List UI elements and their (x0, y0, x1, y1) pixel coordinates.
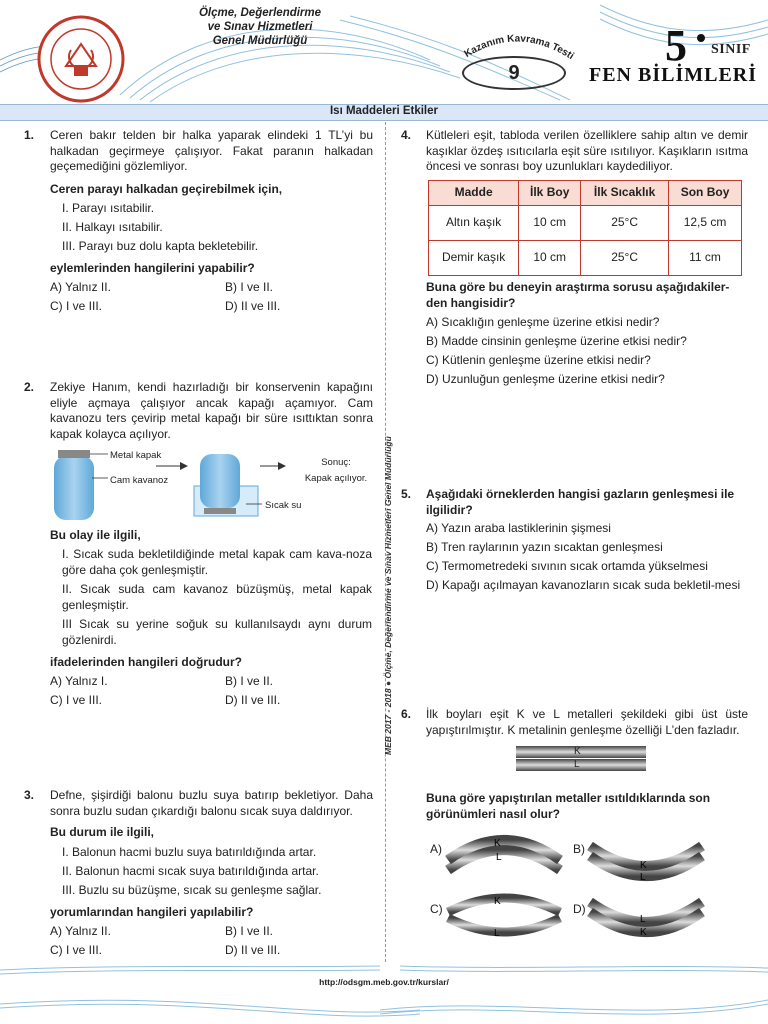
question-prompt: Buna göre bu deneyin araştırma sorusu aşağıdakiler-den hangisidir? (426, 280, 730, 310)
statement-2: II. Halkayı ısıtabilir. (62, 220, 163, 234)
ministry-logo (36, 14, 126, 104)
question-text: Ceren bakır telden bir halka yaparak elindeki 1 TL’yi bu halkadan geçirmeye çalışıyor. Fakat paranın halkadan geçemediğini gözlemliyor. (50, 128, 373, 173)
option-c[interactable]: C) Kütlenin genleşme üzerine etkisi nedir? (426, 353, 651, 367)
question-lead: Ceren parayı halkadan geçirebilmek için, (50, 182, 283, 196)
option-d[interactable]: D) II ve III. (225, 693, 281, 707)
question-number: 3. (24, 788, 35, 802)
table-header: İlk Sıcaklık (581, 181, 669, 206)
option-d[interactable]: D) II ve III. (225, 943, 281, 957)
metal-label: K (494, 838, 501, 849)
option-d[interactable]: D) II ve III. (225, 299, 281, 313)
option-b[interactable]: B) Madde cinsinin genleşme üzerine etkisi nedir? (426, 334, 687, 348)
table-row (429, 241, 742, 276)
org-line-2: ve Sınav Hizmetleri (207, 21, 313, 33)
option-a[interactable]: A) Yazın araba lastiklerinin şişmesi (426, 521, 611, 535)
option-b[interactable]: B) I ve II. (225, 924, 274, 938)
option-c[interactable]: C) I ve III. (50, 943, 103, 957)
option-a-figure[interactable] (444, 830, 564, 876)
side-vertical-text: MEB 2017 - 2018 ● Ölçme, Değerlendirme ve Sınav Hizmetleri Genel Müdürlüğü (383, 436, 393, 755)
label-metal-lid: Metal kapak (110, 450, 162, 461)
table-cell: 25°C (581, 206, 669, 241)
statement-2: II. Balonun hacmi sıcak suya batırıldığında artar. (62, 864, 319, 878)
metal-label: K (640, 860, 647, 871)
table-cell: Demir kaşık (429, 241, 519, 276)
option-b[interactable]: B) I ve II. (225, 280, 274, 294)
question-lead: Bu durum ile ilgili, (50, 825, 155, 839)
option-c-figure[interactable] (444, 890, 564, 940)
option-b-figure[interactable] (586, 840, 706, 886)
option-a[interactable]: A) Yalnız I. (50, 674, 108, 688)
label-glass-jar: Cam kavanoz (110, 475, 169, 486)
question-number: 6. (401, 707, 412, 721)
label-k: K (574, 746, 581, 757)
test-number: 9 (462, 56, 566, 90)
statement-1: I. Sıcak suda bekletildiğinde metal kapak cam kava-noza göre daha çok genleşmiştir. (62, 547, 372, 577)
option-a[interactable]: A) Yalnız II. (50, 280, 111, 294)
option-b[interactable]: B) Tren raylarının yazın sıcaktan genleşmesi (426, 540, 663, 554)
grade-number: 5 (665, 21, 687, 70)
option-d-figure[interactable] (586, 896, 706, 946)
question-text: Kütleleri eşit, tabloda verilen özelliklere sahip altın ve demir kaşıklar özdeş ısıtıcılarla eşit süre ısıtılıyor. Kaşıkların ısıtma öncesi ve sonrası boy uzunlukları kaydediliyor. (426, 128, 748, 173)
option-a-label[interactable]: A) (430, 842, 442, 856)
org-line-3: Genel Müdürlüğü (212, 35, 308, 47)
metal-label: L (494, 928, 500, 939)
question-lead: Bu olay ile ilgili, (50, 528, 141, 542)
svg-text:Kazanım Kavrama Testi: Kazanım Kavrama Testi (462, 33, 576, 63)
option-a[interactable]: A) Sıcaklığın genleşme üzerine etkisi nedir? (426, 315, 660, 329)
grade-dot (697, 34, 705, 42)
question-number: 5. (401, 487, 412, 501)
topic-title: Isı Maddeleri Etkiler (329, 105, 438, 117)
option-c[interactable]: C) I ve III. (50, 693, 103, 707)
question-prompt: eylemlerinden hangilerini yapabilir? (50, 261, 255, 275)
metal-label: L (496, 852, 502, 863)
option-a[interactable]: A) Yalnız II. (50, 924, 111, 938)
statement-3: III Sıcak su yerine soğuk su kullanılsaydı aynı durum gözlenirdi. (62, 617, 372, 647)
footer-decoration (0, 960, 768, 1024)
label-result-text: Kapak açılıyor. (304, 472, 368, 484)
organization-name (175, 6, 345, 48)
table-cell: 12,5 cm (669, 206, 742, 241)
table-cell: 10 cm (519, 206, 581, 241)
subject-title: FEN BİLİMLERİ (589, 64, 758, 86)
question-number: 2. (24, 380, 35, 394)
label-l: L (574, 759, 580, 770)
question-prompt: Buna göre yapıştırılan metaller ısıtıldıklarında son görünümleri nasıl olur? (426, 791, 711, 821)
option-b[interactable]: B) I ve II. (225, 674, 274, 688)
question-prompt: yorumlarından hangileri yapılabilir? (50, 905, 254, 919)
table-cell: 10 cm (519, 241, 581, 276)
option-b-label[interactable]: B) (573, 842, 585, 856)
grade-label: SINIF (711, 42, 751, 57)
metal-label: K (494, 896, 501, 907)
label-hot-water: Sıcak su (265, 500, 302, 511)
statement-1: I. Parayı ısıtabilir. (62, 201, 155, 215)
option-c[interactable]: C) I ve III. (50, 299, 103, 313)
option-c-label[interactable]: C) (430, 902, 443, 916)
table-header: İlk Boy (519, 181, 581, 206)
question-text: İlk boyları eşit K ve L metalleri şekildeki gibi üst üste yapıştırılmıştır. K metalinin genleşme özelliği L’den fazladır. (426, 707, 748, 737)
question-text: Zekiye Hanım, kendi hazırladığı bir konservenin kapağını eliyle açmaya çalışıyor ancak kapağı açamıyor. Cam kavanozu ters çevirip metal kapağı bir süre ısıttıktan sonra kapak kolayca açılıyor. (50, 380, 373, 441)
table-header: Madde (429, 181, 519, 206)
label-result-title: Sonuç: (321, 457, 351, 468)
table-cell: Altın kaşık (429, 206, 519, 241)
data-table (428, 180, 742, 276)
metal-label: K (640, 927, 647, 938)
table-cell: 11 cm (669, 241, 742, 276)
statement-1: I. Balonun hacmi buzlu suya batırıldığında artar. (62, 845, 317, 859)
statement-3: III. Parayı buz dolu kapta bekletebilir. (62, 239, 259, 253)
option-d-label[interactable]: D) (573, 902, 586, 916)
org-line-1: Ölçme, Değerlendirme (198, 7, 322, 19)
label-result (296, 455, 376, 486)
metal-label: L (640, 914, 646, 925)
table-header: Son Boy (669, 181, 742, 206)
option-d[interactable]: D) Uzunluğun genleşme üzerine etkisi nedir? (426, 372, 665, 386)
question-prompt: ifadelerinden hangileri doğrudur? (50, 655, 243, 669)
metal-label: L (640, 872, 646, 883)
bimetal-strip (516, 744, 646, 774)
question-number: 4. (401, 128, 412, 142)
statement-3: III. Buzlu su büzüşme, sıcak su genleşme sağlar. (62, 883, 322, 897)
option-d[interactable]: D) Kapağı açılmayan kavanozların sıcak suda bekletil-mesi (426, 578, 741, 592)
question-text: Defne, şişirdiği balonu buzlu suya batırıp bekletiyor. Daha sonra buzlu sudan çıkardığı balonu sıcak suya daldırıyor. (50, 788, 373, 818)
table-row (429, 206, 742, 241)
question-number: 1. (24, 128, 35, 142)
table-cell: 25°C (581, 241, 669, 276)
question-prompt: Aşağıdaki örneklerden hangisi gazların genleşmesi ile ilgilidir? (426, 487, 735, 517)
statement-2: II. Sıcak suda cam kavanoz büzüşmüş, metal kapak genleşmiştir. (62, 582, 372, 612)
option-c[interactable]: C) Termometredeki sıvının sıcak ortamda yükselmesi (426, 559, 708, 573)
footer-url[interactable]: http://odsgm.meb.gov.tr/kurslar/ (319, 977, 449, 987)
